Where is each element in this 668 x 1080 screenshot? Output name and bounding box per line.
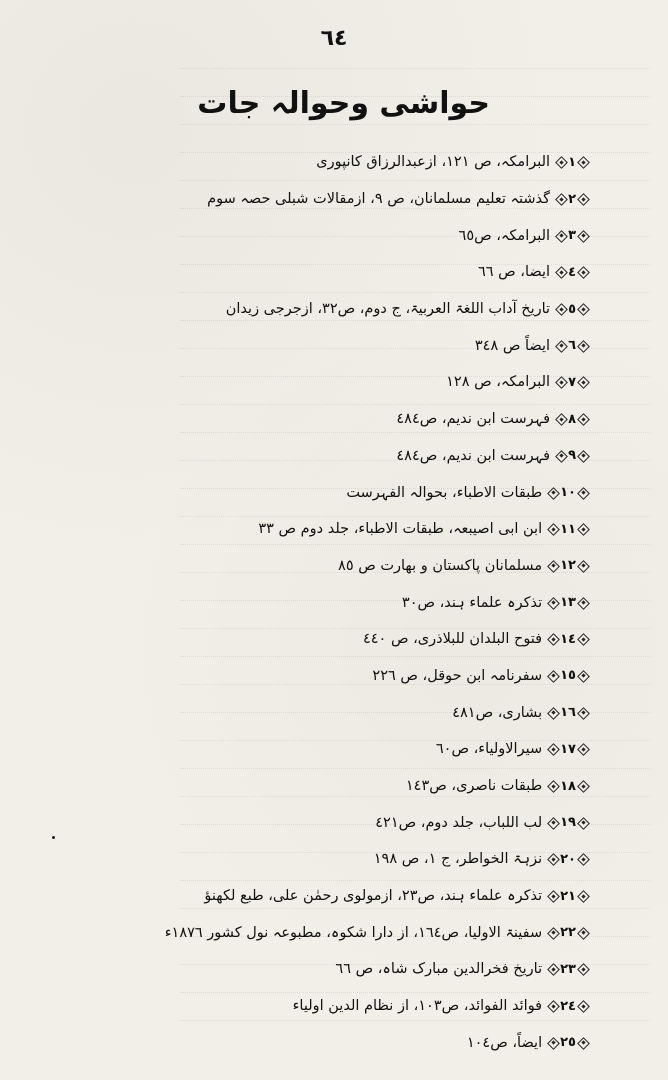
footnote-item — [68, 878, 588, 915]
footnote-text: فتوح البلدان للبلاذری، ص ٤٤٠ — [362, 631, 543, 648]
ornament-bracket-icon — [578, 818, 588, 828]
footnote-text: لب اللباب، جلد دوم، ص٤٢١ — [375, 814, 543, 831]
footnote-text: مسلمانان پاکستان و بھارت ص ٨٥ — [338, 557, 543, 574]
footnote-text: تذکرہ علماء ہند، ص٢٣، ازمولوی رحمٰن علی، طبع لکھنؤ — [204, 888, 543, 905]
footnote-number-text: ٢٤ — [560, 998, 576, 1014]
footnote-text: فہرست ابن ندیم، ص٤٨٤ — [396, 411, 551, 428]
footnote-number — [548, 742, 588, 757]
footnote-number — [548, 925, 588, 940]
footnote-number-text: ١١ — [560, 521, 576, 537]
ornament-bracket-icon — [578, 231, 588, 241]
footnote-number — [548, 999, 588, 1014]
footnote-number-text: ٢ — [568, 191, 576, 207]
footnote-number — [548, 522, 588, 537]
ornament-bracket-icon — [548, 744, 558, 754]
footnote-item — [68, 694, 588, 731]
ornament-bracket-icon — [556, 231, 566, 241]
footnote-text: ابن ابی اصیبعہ، طبقات الاطباء، جلد دوم ص ٣٣ — [258, 521, 543, 538]
footnote-number-text: ١٦ — [560, 705, 576, 721]
ornament-bracket-icon — [578, 891, 588, 901]
footnote-item — [68, 914, 588, 951]
ornament-bracket-icon — [548, 818, 558, 828]
footnote-number — [548, 485, 588, 500]
footnote-item — [68, 144, 588, 181]
ornament-bracket-icon — [578, 781, 588, 791]
footnote-number-text: ١٩ — [560, 815, 576, 831]
footnote-item — [68, 1025, 588, 1062]
footnote-number-text: ١٧ — [560, 741, 576, 757]
ornament-bracket-icon — [578, 451, 588, 461]
footnote-number-text: ١٣ — [560, 595, 576, 611]
ornament-bracket-icon — [548, 928, 558, 938]
footnote-number-text: ١٠ — [560, 485, 576, 501]
footnote-number — [556, 448, 588, 463]
footnote-number — [556, 155, 588, 170]
footnote-number-text: ٢٣ — [560, 961, 576, 977]
footnote-item — [68, 327, 588, 364]
ornament-bracket-icon — [578, 341, 588, 351]
ornament-bracket-icon — [578, 267, 588, 277]
footnote-number — [548, 779, 588, 794]
footnote-text: نزہۃ الخواطر، ج ١، ص ١٩٨ — [373, 851, 543, 868]
footnote-number — [548, 558, 588, 573]
ornament-bracket-icon — [578, 304, 588, 314]
ornament-bracket-icon — [548, 524, 558, 534]
footnote-number-text: ٢١ — [560, 888, 576, 904]
ornament-bracket-icon — [578, 488, 588, 498]
ornament-bracket-icon — [578, 708, 588, 718]
ornament-bracket-icon — [548, 964, 558, 974]
footnote-number-text: ١٢ — [560, 558, 576, 574]
footnote-number — [556, 265, 588, 280]
footnote-text: تاریخ فخرالدین مبارک شاہ، ص ٦٦ — [335, 961, 543, 978]
footnote-number-text: ٩ — [568, 448, 576, 464]
footnote-text: البرامکہ، ص ١٢٨ — [446, 374, 551, 391]
ornament-bracket-icon — [578, 524, 588, 534]
ornament-bracket-icon — [548, 598, 558, 608]
footnote-text: طبقات ناصری، ص١٤٣ — [405, 778, 543, 795]
footnote-item — [68, 841, 588, 878]
ornament-bracket-icon — [556, 304, 566, 314]
footnote-item — [68, 731, 588, 768]
ornament-bracket-icon — [556, 341, 566, 351]
stray-ink-dot — [52, 836, 55, 839]
footnote-number — [548, 632, 588, 647]
footnote-number — [548, 962, 588, 977]
ornament-bracket-icon — [556, 377, 566, 387]
ornament-bracket-icon — [548, 708, 558, 718]
ornament-bracket-icon — [556, 451, 566, 461]
footnote-item — [68, 217, 588, 254]
footnote-number — [548, 815, 588, 830]
footnote-item — [68, 804, 588, 841]
footnote-text: گذشتہ تعلیم مسلمانان، ص ٩، ازمقالات شبلی حصہ سوم — [207, 191, 551, 208]
footnote-item — [68, 364, 588, 401]
footnotes-list — [68, 144, 588, 1061]
footnote-number — [556, 338, 588, 353]
ornament-bracket-icon — [556, 194, 566, 204]
footnote-item — [68, 254, 588, 291]
footnote-text: تاریخ آداب اللغۃ العربیۃ، ج دوم، ص٣٢، ازجرجی زیدان — [225, 301, 551, 318]
footnote-number-text: ٨ — [568, 411, 576, 427]
ornament-bracket-icon — [578, 671, 588, 681]
page-number: ٦٤ — [320, 26, 348, 51]
footnote-number — [556, 412, 588, 427]
footnote-number — [548, 595, 588, 610]
footnote-text: سفرنامہ ابن حوقل، ص ٢٢٦ — [372, 667, 543, 684]
ornament-bracket-icon — [548, 488, 558, 498]
footnote-number — [548, 668, 588, 683]
ornament-bracket-icon — [578, 1001, 588, 1011]
footnote-text: سفینۃ الاولیا، ص١٦٤، از دارا شکوہ، مطبوعہ نول کشور ١٨٧٦ء — [164, 924, 543, 941]
ornament-bracket-icon — [578, 928, 588, 938]
ornament-bracket-icon — [556, 267, 566, 277]
ornament-bracket-icon — [556, 414, 566, 424]
ornament-bracket-icon — [548, 1001, 558, 1011]
footnote-text: تذکرہ علماء ہند، ص٣٠ — [401, 594, 543, 611]
footnote-number-text: ٢٠ — [560, 851, 576, 867]
footnote-item — [68, 584, 588, 621]
footnote-number — [548, 705, 588, 720]
footnote-number-text: ١٥ — [560, 668, 576, 684]
ornament-bracket-icon — [578, 964, 588, 974]
ornament-bracket-icon — [578, 1038, 588, 1048]
ornament-bracket-icon — [578, 414, 588, 424]
ornament-bracket-icon — [578, 744, 588, 754]
ornament-bracket-icon — [578, 634, 588, 644]
footnote-number-text: ١٨ — [560, 778, 576, 794]
footnote-number — [548, 852, 588, 867]
footnote-number — [548, 1035, 588, 1050]
ornament-bracket-icon — [578, 157, 588, 167]
ornament-bracket-icon — [578, 377, 588, 387]
footnote-item — [68, 181, 588, 218]
footnote-item — [68, 401, 588, 438]
ornament-bracket-icon — [548, 781, 558, 791]
ornament-bracket-icon — [578, 598, 588, 608]
footnote-number-text: ٧ — [568, 374, 576, 390]
footnote-number-text: ١ — [568, 154, 576, 170]
footnote-number — [556, 192, 588, 207]
footnote-number-text: ٤ — [568, 264, 576, 280]
ornament-bracket-icon — [548, 671, 558, 681]
footnote-text: ایضاً، ص١٠٤ — [466, 1034, 543, 1051]
footnote-text: بشاری، ص٤٨١ — [452, 704, 543, 721]
footnote-number-text: ٣ — [568, 228, 576, 244]
footnote-text: البرامکہ، ص٦٥ — [458, 227, 551, 244]
footnote-text: سیرالاولیاء، ص٦٠ — [435, 741, 543, 758]
footnote-item — [68, 768, 588, 805]
footnote-number-text: ١٤ — [560, 631, 576, 647]
footnote-item — [68, 988, 588, 1025]
ornament-bracket-icon — [548, 561, 558, 571]
ornament-bracket-icon — [548, 634, 558, 644]
footnote-text: طبقات الاطباء، بحوالہ الفہرست — [346, 484, 543, 501]
footnote-item — [68, 438, 588, 475]
footnote-text: ایضاً ص ٣٤٨ — [474, 337, 551, 354]
ornament-bracket-icon — [578, 194, 588, 204]
footnote-number-text: ٢٢ — [560, 925, 576, 941]
footnote-number-text: ٥ — [568, 301, 576, 317]
footnote-text: فہرست ابن ندیم، ص٤٨٤ — [396, 447, 551, 464]
footnote-number — [556, 228, 588, 243]
footnote-number-text: ٢٥ — [560, 1035, 576, 1051]
footnote-item — [68, 548, 588, 585]
footnote-item — [68, 291, 588, 328]
ornament-bracket-icon — [548, 854, 558, 864]
ornament-bracket-icon — [548, 1038, 558, 1048]
footnote-text: البرامکہ، ص ١٢١، ازعبدالرزاق کانپوری — [316, 154, 551, 171]
footnote-number — [556, 302, 588, 317]
footnote-item — [68, 621, 588, 658]
ornament-bracket-icon — [556, 157, 566, 167]
footnote-number — [548, 889, 588, 904]
footnote-number — [556, 375, 588, 390]
page-title: حواشی وحوالہ جات — [197, 86, 490, 121]
footnote-item — [68, 474, 588, 511]
footnote-text: فوائد الفوائد، ص١٠٣، از نظام الدین اولیاء — [292, 998, 543, 1015]
footnote-item — [68, 951, 588, 988]
ornament-bracket-icon — [578, 561, 588, 571]
footnote-item — [68, 658, 588, 695]
footnote-item — [68, 511, 588, 548]
footnote-text: ایضا، ص ٦٦ — [477, 264, 551, 281]
ornament-bracket-icon — [548, 891, 558, 901]
ornament-bracket-icon — [578, 854, 588, 864]
footnote-number-text: ٦ — [568, 338, 576, 354]
